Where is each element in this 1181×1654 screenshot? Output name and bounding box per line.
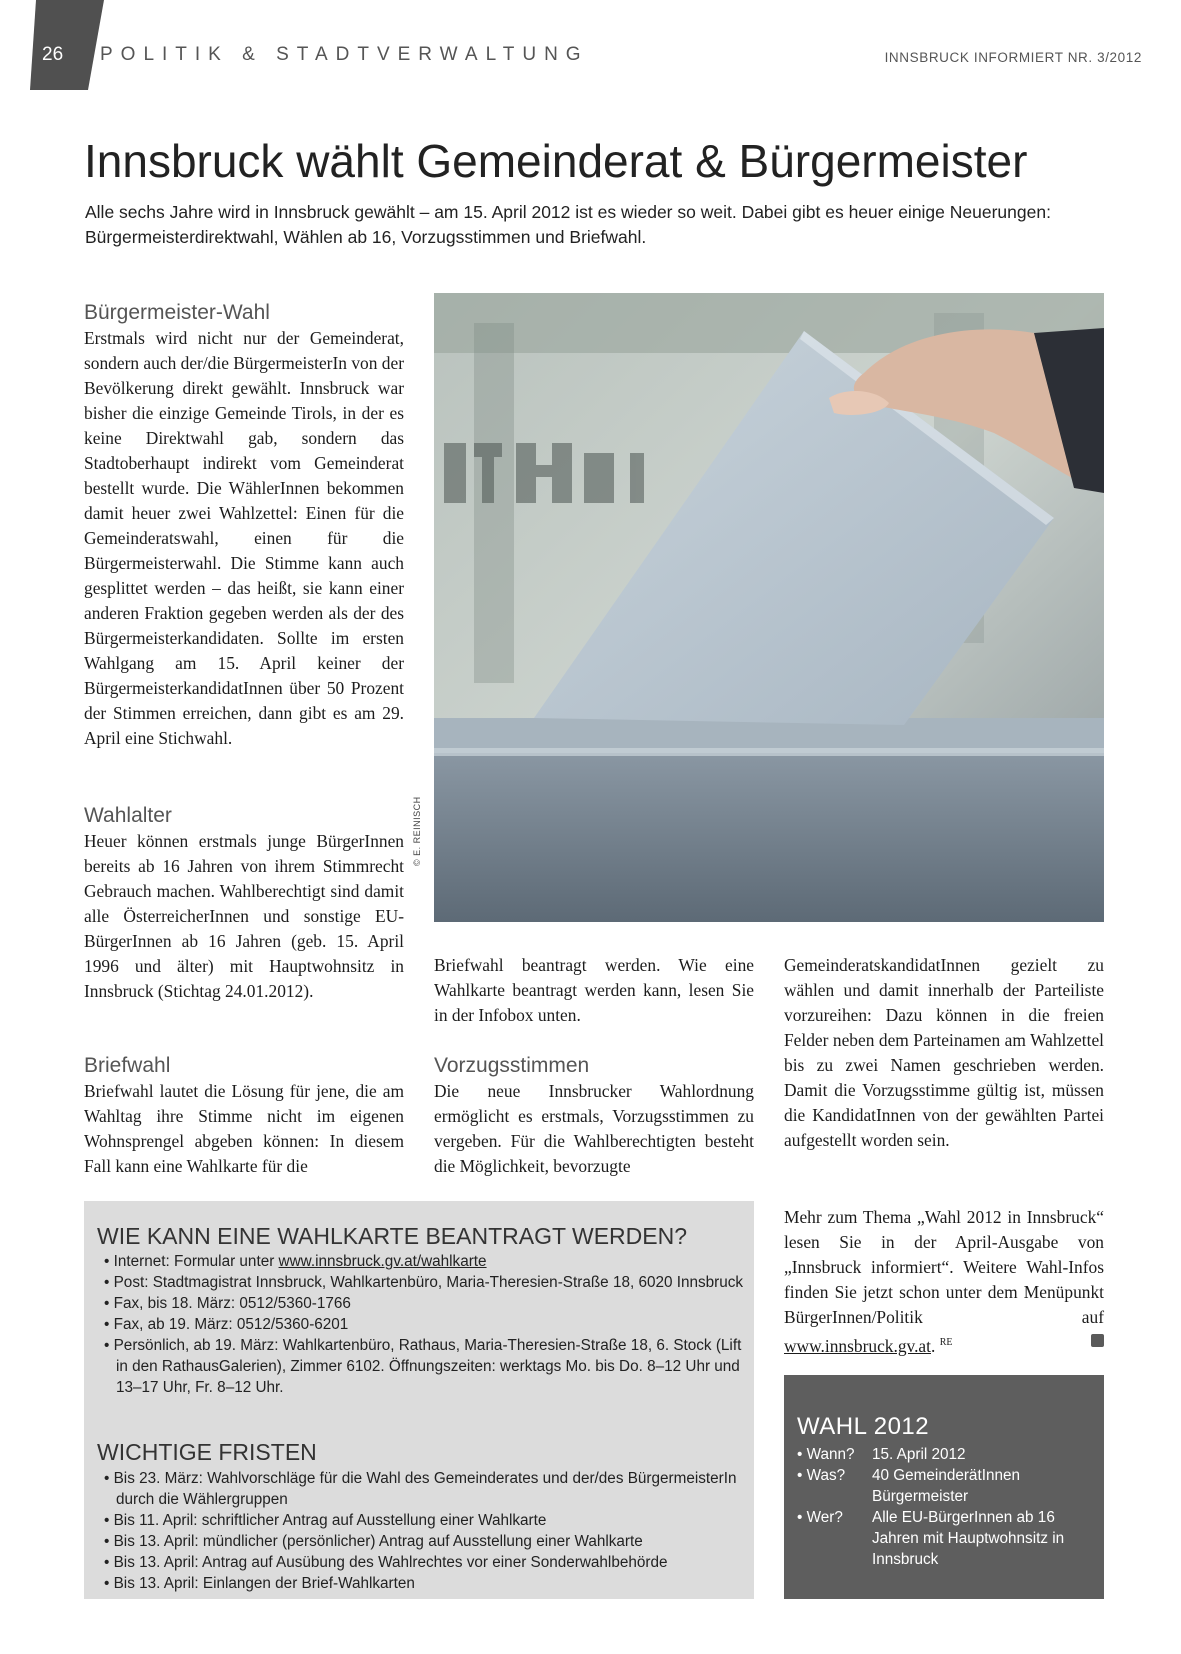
list-item: • Bis 13. April: mündlicher (persönlicher) Antrag auf Ausstellung einer Wahlkarte [104, 1531, 744, 1552]
section-text: Briefwahl beantragt werden. Wie eine Wahlkarte beantragt werden kann, lesen Sie in der Infobox unten. [434, 955, 754, 1025]
section-text: Die neue Innsbrucker Wahlordnung ermöglicht es erstmals, Vorzugsstimmen zu vergeben. Für die Wahlberechtigten besteht die Möglichkeit, bevorzugte [434, 1081, 754, 1176]
list-item: • Bis 11. April: schriftlicher Antrag auf Ausstellung einer Wahlkarte [104, 1510, 744, 1531]
section-heading: Briefwahl [84, 1054, 171, 1077]
section-vorzugsstimmen-continued [784, 953, 1104, 1153]
section-title: POLITIK & STADTVERWALTUNG [100, 44, 589, 65]
table-row [797, 1507, 1077, 1570]
section-briefwahl [84, 1053, 404, 1179]
wahl-box-table [797, 1444, 1077, 1570]
ballot-box-illustration [434, 293, 1104, 922]
issue-label: INNSBRUCK INFORMIERT NR. 3/2012 [884, 50, 1142, 65]
list-item: • Fax, bis 18. März: 0512/5360-1766 [104, 1293, 744, 1314]
page-number: 26 [42, 44, 64, 65]
row-value: 15. April 2012 [872, 1446, 966, 1463]
article-title: Innsbruck wählt Gemeinderat & Bürgermeister [84, 135, 1028, 187]
list-item: • Bis 13. April: Einlangen der Brief-Wahlkarten [104, 1573, 744, 1594]
section-buergermeister [84, 300, 404, 751]
wahlkarte-link[interactable]: www.innsbruck.gv.at/wahlkarte [278, 1253, 487, 1270]
list-item: • Bis 23. März: Wahlvorschläge für die Wahl des Gemeinderates und der/des BürgermeisterIn durch die Wählergruppen [104, 1468, 744, 1510]
section-text: Erstmals wird nicht nur der Gemeinderat, sondern auch der/die BürgermeisterIn von der Bevölkerung direkt gewählt. Innsbruck war bisher die einzige Gemeinde Tirols, in der es keine Direktwahl gab, sondern das Stadtoberhaupt indirekt vom Gemeinderat bestellt wurde. Die WählerInnen bekommen damit heuer zwei Wahlzettel: Einen für die Gemeinderatswahl, einen für die Bürgermeisterwahl. Die Stimme kann auch gesplittet werden – das heißt, sie kann einer anderen Fraktion gegeben werden als der des Bürgermeisterkandidaten. Sollte im ersten Wahlgang am 15. April keiner der BürgermeisterkandidatInnen über 50 Prozent der Stimmen erreichen, dann gibt es am 29. April eine Stichwahl. [84, 328, 404, 748]
section-text: GemeinderatskandidatInnen gezielt zu wählen und damit innerhalb der Parteiliste vorzureihen: Dazu können in die freien Felder neben dem Parteinamen am Wahlzettel bis zu zwei Namen geschrieben werden. Damit die Vorzugsstimme gültig ist, müssen die KandidatInnen von der gewählten Partei aufgestellt worden sein. [784, 955, 1104, 1150]
section-text: Briefwahl lautet die Lösung für jene, die am Wahltag ihre Stimme nicht im eigenen Wohnsprengel abgeben können: In diesem Fall kann eine Wahlkarte für die [84, 1081, 404, 1176]
section-heading: Wahlalter [84, 804, 172, 827]
table-row [797, 1444, 1077, 1465]
more-info-text: Mehr zum Thema „Wahl 2012 in Innsbruck“ lesen Sie in der April-Ausgabe von „Innsbruck informiert“. Weitere Wahl-Infos finden Sie jetzt schon unter dem Menüpunkt BürgerInnen/Politik auf www.innsbruck.gv.at. $^{RE}$ [784, 1207, 1104, 1356]
section-wahlalter [84, 803, 404, 1004]
row-value: Alle EU-BürgerInnen ab 16 Jahren mit Hauptwohnsitz in Innsbruck [872, 1509, 1065, 1568]
ballot-photo [434, 293, 1104, 922]
infobox-heading: WIE KANN EINE WAHLKARTE BEANTRAGT WERDEN? [97, 1223, 688, 1249]
author-initials: RE [939, 1337, 953, 1348]
list-item: • Post: Stadtmagistrat Innsbruck, Wahlkartenbüro, Maria-Theresien-Straße 18, 6020 Innsbruck [104, 1272, 744, 1293]
list-item: • Internet: Formular unter www.innsbruck.gv.at/wahlkarte [104, 1251, 744, 1272]
table-row [797, 1465, 1077, 1507]
row-key: • Wer? [797, 1509, 843, 1526]
wahl-2012-box [784, 1375, 1104, 1599]
article-lead: Alle sechs Jahre wird in Innsbruck gewählt – am 15. April 2012 ist es wieder so weit. Dabei gibt es heuer einige Neuerungen: Bürgermeisterdirektwahl, Wählen ab 16, Vorzugsstimmen und Briefwahl. [85, 202, 1051, 247]
section-briefwahl-continued [434, 953, 754, 1028]
end-of-article-icon [1091, 1334, 1104, 1347]
section-heading: Vorzugsstimmen [434, 1054, 590, 1077]
wahl-box-title: WAHL 2012 [797, 1413, 930, 1440]
innsbruck-link[interactable]: www.innsbruck.gv.at [784, 1335, 931, 1356]
section-vorzugsstimmen [434, 1053, 754, 1179]
list-item: • Persönlich, ab 19. März: Wahlkartenbüro, Rathaus, Maria-Theresien-Straße 18, 6. Stock (Lift in den RathausGalerien), Zimmer 6102. Öffnungszeiten: werktags Mo. bis Do. 8–12 Uhr und 13–17 Uhr, Fr. 8–12 Uhr. [104, 1335, 744, 1398]
row-key: • Was? [797, 1467, 846, 1484]
photo-credit: © E. REINISCH [412, 796, 422, 866]
row-key: • Wann? [797, 1446, 855, 1463]
infobox-heading: WICHTIGE FRISTEN [97, 1439, 317, 1465]
wahlkarte-infobox [84, 1201, 754, 1599]
deadlines-list [104, 1468, 744, 1594]
list-item: • Fax, ab 19. März: 0512/5360-6201 [104, 1314, 744, 1335]
section-heading: Bürgermeister-Wahl [84, 301, 270, 324]
list-item: • Bis 13. April: Antrag auf Ausübung des Wahlrechtes vor einer Sonderwahlbehörde [104, 1552, 744, 1573]
section-text: Heuer können erstmals junge BürgerInnen bereits ab 16 Jahren von ihrem Stimmrecht Gebrauch machen. Wahlberechtigt sind damit alle ÖsterreicherInnen und sonstige EU-BürgerInnen ab 16 Jahren (geb. 15. April 1996 und älter) mit Hauptwohnsitz in Innsbruck (Stichtag 24.01.2012). [84, 831, 404, 1001]
wahlkarte-options-list [104, 1251, 744, 1398]
row-value: 40 GemeinderätInnen Bürgermeister [872, 1467, 1020, 1505]
